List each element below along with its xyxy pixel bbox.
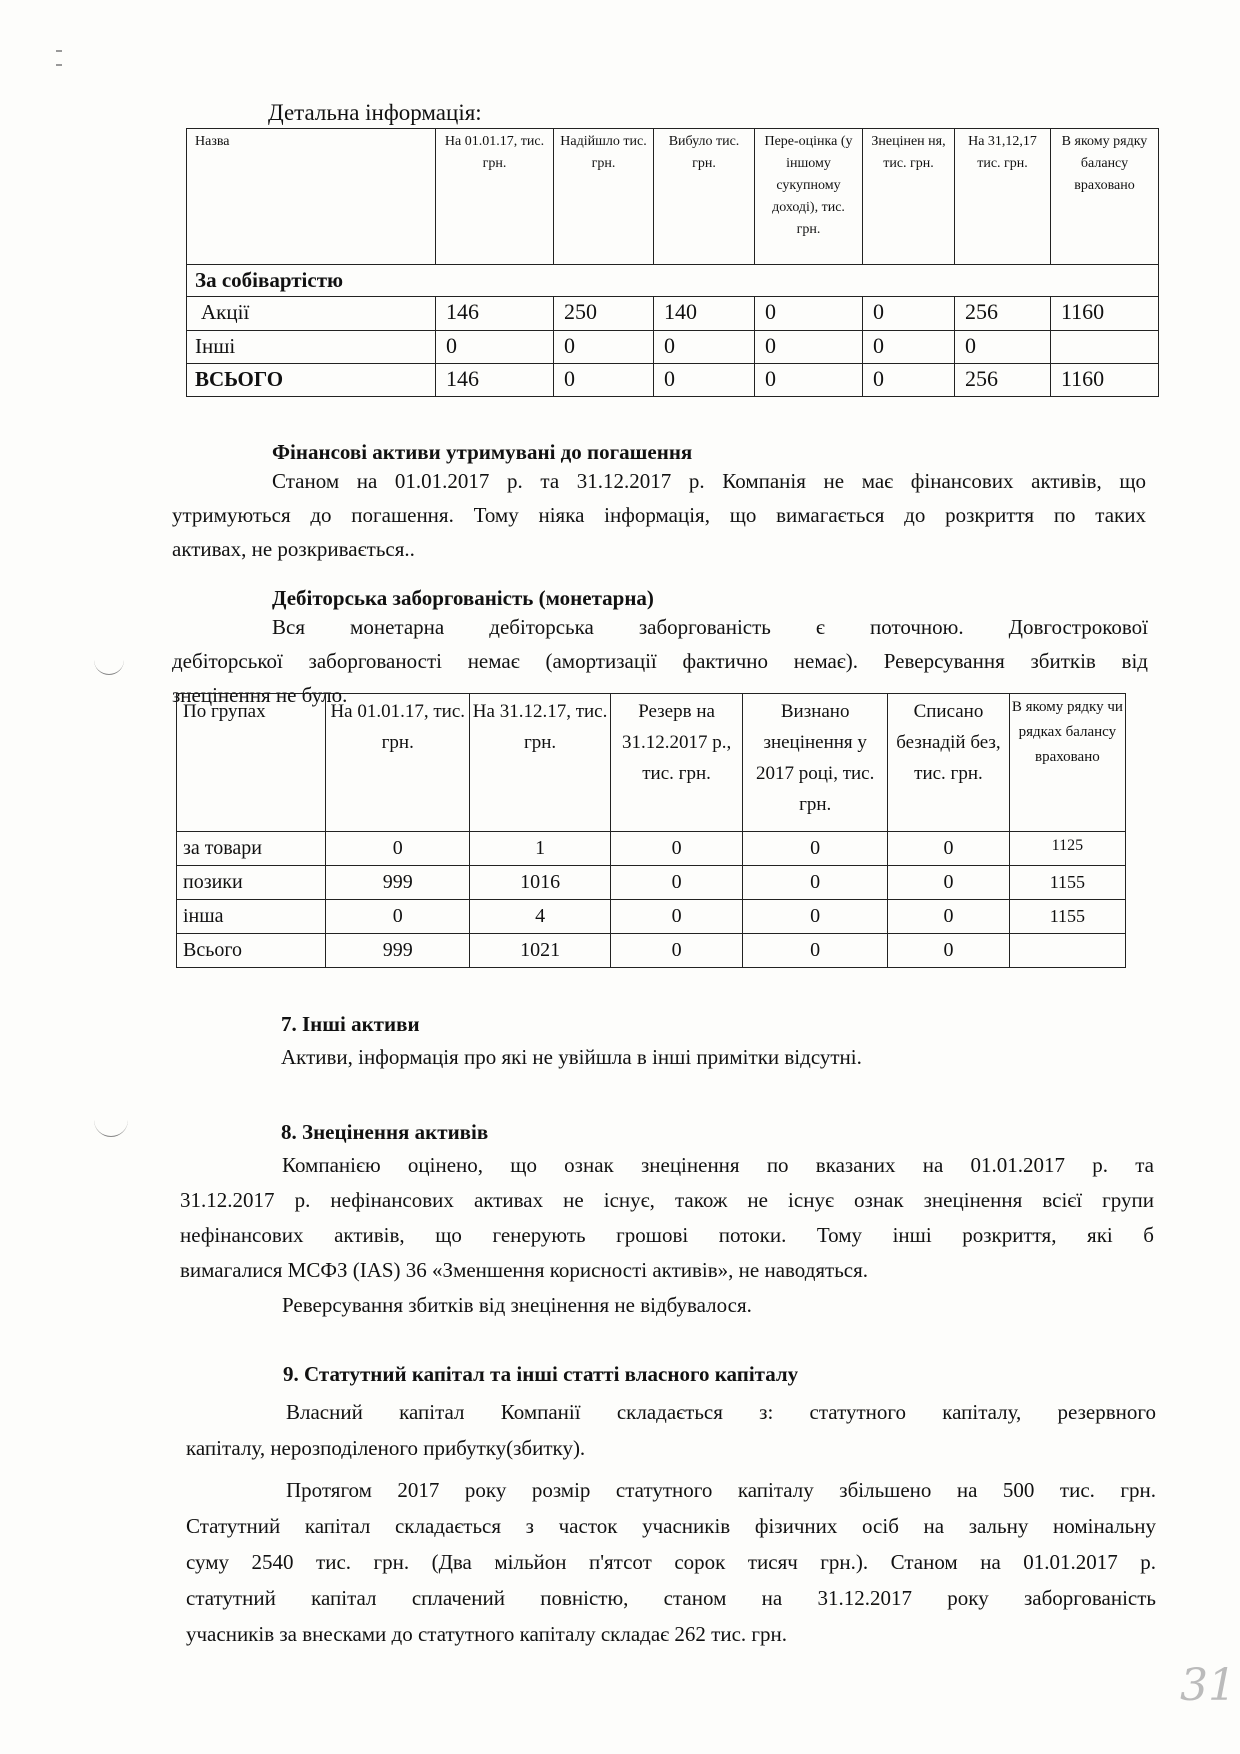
table-cell: 0 [755, 297, 863, 331]
section7-text: Активи, інформація про які не увійшла в інші примітки відсутні. [281, 1045, 862, 1069]
scan-mark [94, 1120, 128, 1137]
table-cell: 0 [955, 331, 1051, 364]
table-cell: 0 [743, 866, 888, 900]
table-cell [1009, 934, 1125, 968]
text-line: дебіторської заборгованості немає (амортизації фактично немає). Реверсування збитків від [172, 649, 1148, 673]
table-cell: 0 [554, 331, 654, 364]
text-line: Станом на 01.01.2017 р. та 31.12.2017 р. Компанія не має фінансових активів, що [272, 469, 1146, 493]
table-cell: 1021 [470, 934, 611, 968]
table-cell: 0 [863, 331, 955, 364]
column-header: По групах [177, 694, 326, 832]
fin-assets-title: Фінансові активи утримувані до погашення [272, 440, 693, 464]
row-label: за товари [177, 832, 326, 866]
table-cell: 0 [888, 934, 1010, 968]
column-header: Пере-оцінка (у іншому сукупному доході), тис. грн. [755, 129, 863, 265]
column-header: В якому рядку чи рядках балансу враховано [1009, 694, 1125, 832]
table-cell: 0 [743, 900, 888, 934]
column-header: На 31,12,17 тис. грн. [955, 129, 1051, 265]
text-line: Реверсування збитків від знецінення не відбувалося. [282, 1293, 752, 1317]
section-label: За собівартістю [187, 265, 1159, 297]
row-label: позики [177, 866, 326, 900]
row-label: Інші [187, 331, 436, 364]
section-row [187, 265, 1159, 297]
table-cell: 1160 [1051, 297, 1159, 331]
text-line: вимагалися МСФЗ (IAS) 36 «Зменшення корисності активів», не наводяться. [180, 1258, 869, 1282]
table-row [187, 297, 1159, 331]
table-cell: 256 [955, 364, 1051, 397]
section9-title: 9. Статутний капітал та інші статті власного капіталу [283, 1362, 799, 1386]
table-cell: 0 [863, 297, 955, 331]
scan-mark [56, 64, 62, 66]
table-row [187, 331, 1159, 364]
table-cell: 0 [863, 364, 955, 397]
scan-mark [94, 660, 124, 675]
table-cell: 1160 [1051, 364, 1159, 397]
text-line: нефінансових активів, що генерують грошові потоки. Тому інші розкриття, які б [180, 1223, 1154, 1247]
table-row [177, 866, 1126, 900]
text-line: знецінення не було. [172, 683, 348, 707]
row-label: інша [177, 900, 326, 934]
table-cell: 1 [470, 832, 611, 866]
receivables-table [176, 693, 1126, 968]
column-header: Назва [187, 129, 436, 265]
column-header: На 01.01.17, тис. грн. [436, 129, 554, 265]
text-line: Протягом 2017 року розмір статутного капіталу збільшено на 500 тис. грн. [286, 1478, 1156, 1502]
table-cell: 1155 [1009, 900, 1125, 934]
receivables-title: Дебіторська заборгованість (монетарна) [272, 586, 654, 610]
table-cell: 256 [955, 297, 1051, 331]
table-row-total [187, 364, 1159, 397]
table-cell: 1155 [1009, 866, 1125, 900]
table-header-row [187, 129, 1159, 265]
table-cell: 0 [888, 866, 1010, 900]
section9-text [186, 1394, 1156, 1652]
table-cell: 1016 [470, 866, 611, 900]
table-cell: 0 [610, 900, 742, 934]
column-header: Списано безнадій без, тис. грн. [888, 694, 1010, 832]
column-header: На 31.12.17, тис. грн. [470, 694, 611, 832]
table-cell: 0 [610, 832, 742, 866]
table-cell: 0 [436, 331, 554, 364]
table-cell: 999 [326, 866, 470, 900]
table-cell: 0 [654, 331, 755, 364]
table-cell [1051, 331, 1159, 364]
table-row [177, 832, 1126, 866]
table-cell: 0 [554, 364, 654, 397]
table-header-row [177, 694, 1126, 832]
section8-title: 8. Знецінення активів [281, 1120, 489, 1144]
table-cell: 999 [326, 934, 470, 968]
text-line: учасників за внесками до статутного капіталу складає 262 тис. грн. [186, 1622, 788, 1646]
table-cell: 0 [888, 900, 1010, 934]
table-cell: 0 [743, 934, 888, 968]
column-header: Вибуло тис. грн. [654, 129, 755, 265]
fin-assets-text [172, 464, 1146, 566]
table-cell: 0 [654, 364, 755, 397]
table-cell: 140 [654, 297, 755, 331]
text-line: активах, не розкривається.. [172, 537, 415, 561]
section8-text [180, 1148, 1154, 1323]
text-line: Власний капітал Компанії складається з: статутного капіталу, резервного [286, 1400, 1156, 1424]
table-cell: 146 [436, 297, 554, 331]
column-header: Резерв на 31.12.2017 р., тис. грн. [610, 694, 742, 832]
column-header: Визнано знецінення у 2017 році, тис. грн. [743, 694, 888, 832]
page-number: 31 [1180, 1660, 1236, 1711]
table-cell: 0 [610, 934, 742, 968]
table-cell: 146 [436, 364, 554, 397]
table-cell: 250 [554, 297, 654, 331]
table-cell: 0 [326, 900, 470, 934]
text-line: Компанією оцінено, що ознак знецінення по вказаних на 01.01.2017 р. та [282, 1153, 1154, 1177]
section7-title: 7. Інші активи [281, 1012, 420, 1036]
scan-mark [56, 50, 62, 52]
text-line: статутний капітал сплачений повністю, станом на 31.12.2017 року заборгованість [186, 1586, 1156, 1610]
row-label: Всього [177, 934, 326, 968]
table-cell: 0 [743, 832, 888, 866]
column-header: Знецінен ня, тис. грн. [863, 129, 955, 265]
column-header: На 01.01.17, тис. грн. [326, 694, 470, 832]
row-label: Акції [187, 297, 436, 331]
table-row-total [177, 934, 1126, 968]
column-header: Надійшло тис. грн. [554, 129, 654, 265]
table-cell: 4 [470, 900, 611, 934]
text-line: утримуються до погашення. Тому ніяка інформація, що вимагається до розкриття по таких [172, 503, 1146, 527]
table-cell: 0 [888, 832, 1010, 866]
column-header: В якому рядку балансу враховано [1051, 129, 1159, 265]
row-label: ВСЬОГО [187, 364, 436, 397]
detail-title: Детальна інформація: [268, 100, 482, 125]
table-cell: 0 [610, 866, 742, 900]
text-line: суму 2540 тис. грн. (Два мільйон п'ятсот сорок тисяч грн.). Станом на 01.01.2017 р. [186, 1550, 1156, 1574]
text-line: Вся монетарна дебіторська заборгованість є поточною. Довгострокової [272, 615, 1148, 639]
table-cell: 1125 [1009, 832, 1125, 866]
table-cell: 0 [755, 364, 863, 397]
text-line: 31.12.2017 р. нефінансових активах не існує, також не існує ознак знецінення всієї групи [180, 1188, 1154, 1212]
text-line: Статутний капітал складається з часток учасників фізичних осіб на зальну номінальну [186, 1514, 1156, 1538]
table-cell: 0 [326, 832, 470, 866]
table-cell: 0 [755, 331, 863, 364]
text-line: капіталу, нерозподіленого прибутку(збитку). [186, 1436, 586, 1460]
table-row [177, 900, 1126, 934]
investments-table [186, 128, 1159, 397]
